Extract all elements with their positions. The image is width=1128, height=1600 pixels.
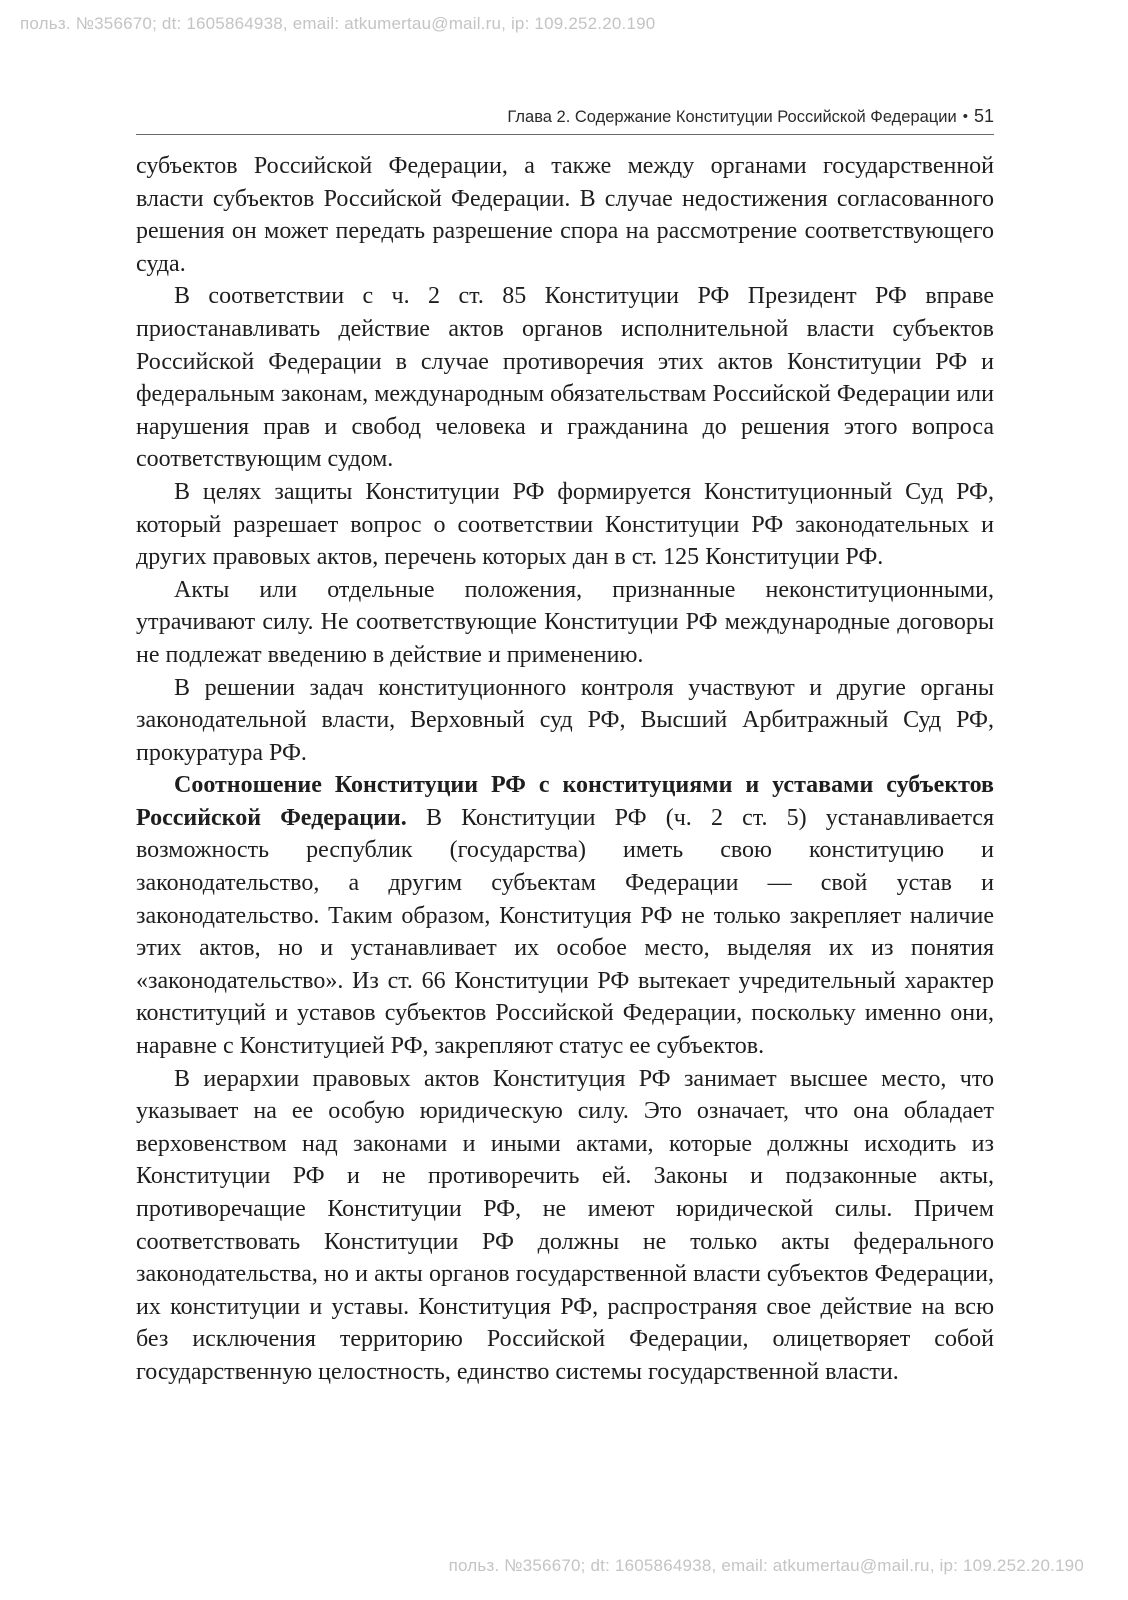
paragraph-text: субъектов Российской Федерации, а также между органами государственной власти субъектов Российской Федерации. В случае недостижения согласованного решения он может передать разрешение спора на рассмотрение соответствующего суда. xyxy=(136,153,994,277)
running-header xyxy=(136,106,994,132)
paragraph-5 xyxy=(136,672,994,770)
body-text xyxy=(136,150,994,1389)
paragraph-text: Акты или отдельные положения, признанные неконституционными, утрачивают силу. Не соответствующие Конституции РФ международные договоры не подлежат введению в действие и применению. xyxy=(136,576,994,668)
header-rule xyxy=(136,134,994,135)
paragraph-6 xyxy=(136,769,994,1062)
paragraph-text: В соответствии с ч. 2 ст. 85 Конституции РФ Президент РФ вправе приостанавливать действие актов органов исполнительной власти субъектов Российской Федерации в случае противоречия этих актов Конституции РФ и федеральным законам, международным обязательствам Российской Федерации или нарушения прав и свобод человека и гражданина до решения этого вопроса соответствующим судом. xyxy=(136,283,994,473)
paragraph-text: В иерархии правовых актов Конституция РФ занимает высшее место, что указывает на ее особую юридическую силу. Это означает, что она обладает верховенством над законами и иными актами, которые должны исходить из Конституции РФ и не противоречить ей. Законы и подзаконные акты, противоречащие Конституции РФ, не имеют юридической силы. Причем соответствовать Конституции РФ должны не только акты федерального законодательства, но и акты органов государственной власти субъектов Федерации, их конституции и уставы. Конституция РФ, распространяя свое действие на всю без исключения территорию Российской Федерации, олицетворяет собой государственную целостность, единство системы государственной власти. xyxy=(136,1065,994,1385)
watermark-bottom: польз. №356670; dt: 1605864938, email: atkumertau@mail.ru, ip: 109.252.20.190 xyxy=(448,1556,1084,1575)
watermark-top: польз. №356670; dt: 1605864938, email: atkumertau@mail.ru, ip: 109.252.20.190 xyxy=(20,14,656,33)
page-number: 51 xyxy=(973,106,994,126)
paragraph-3 xyxy=(136,476,994,574)
paragraph-text: В Конституции РФ (ч. 2 ст. 5) устанавливается возможность республик (государства) иметь свою конституцию и законодательство, а другим субъектам Федерации — свой устав и законодательство. Таким образом, Конституция РФ не только закрепляет наличие этих актов, но и устанавливает их особое место, выделяя их из понятия «законодательство». Из ст. 66 Конституции РФ вытекает учредительный характер конституций и уставов субъектов Российской Федерации, поскольку именно они, наравне с Конституцией РФ, закрепляют статус ее субъектов. xyxy=(136,804,994,1060)
paragraph-1 xyxy=(136,150,994,280)
paragraph-7 xyxy=(136,1063,994,1389)
section-lead-heading: Соотношение Конституции РФ с конституциями и уставами субъектов Российской Федерации. xyxy=(136,772,994,831)
header-bullet: • xyxy=(962,108,968,125)
chapter-title: Глава 2. Содержание Конституции Российской Федерации xyxy=(507,108,957,126)
paragraph-4 xyxy=(136,574,994,672)
paragraph-2 xyxy=(136,280,994,476)
paragraph-text: В целях защиты Конституции РФ формируется Конституционный Суд РФ, который разрешает вопрос о соответствии Конституции РФ законодательных и других правовых актов, перечень которых дан в ст. 125 Конституции РФ. xyxy=(136,478,994,571)
paragraph-text: В решении задач конституционного контроля участвуют и другие органы законодательной власти, Верховный суд РФ, Высший Арбитражный Суд РФ, прокуратура РФ. xyxy=(136,674,994,766)
